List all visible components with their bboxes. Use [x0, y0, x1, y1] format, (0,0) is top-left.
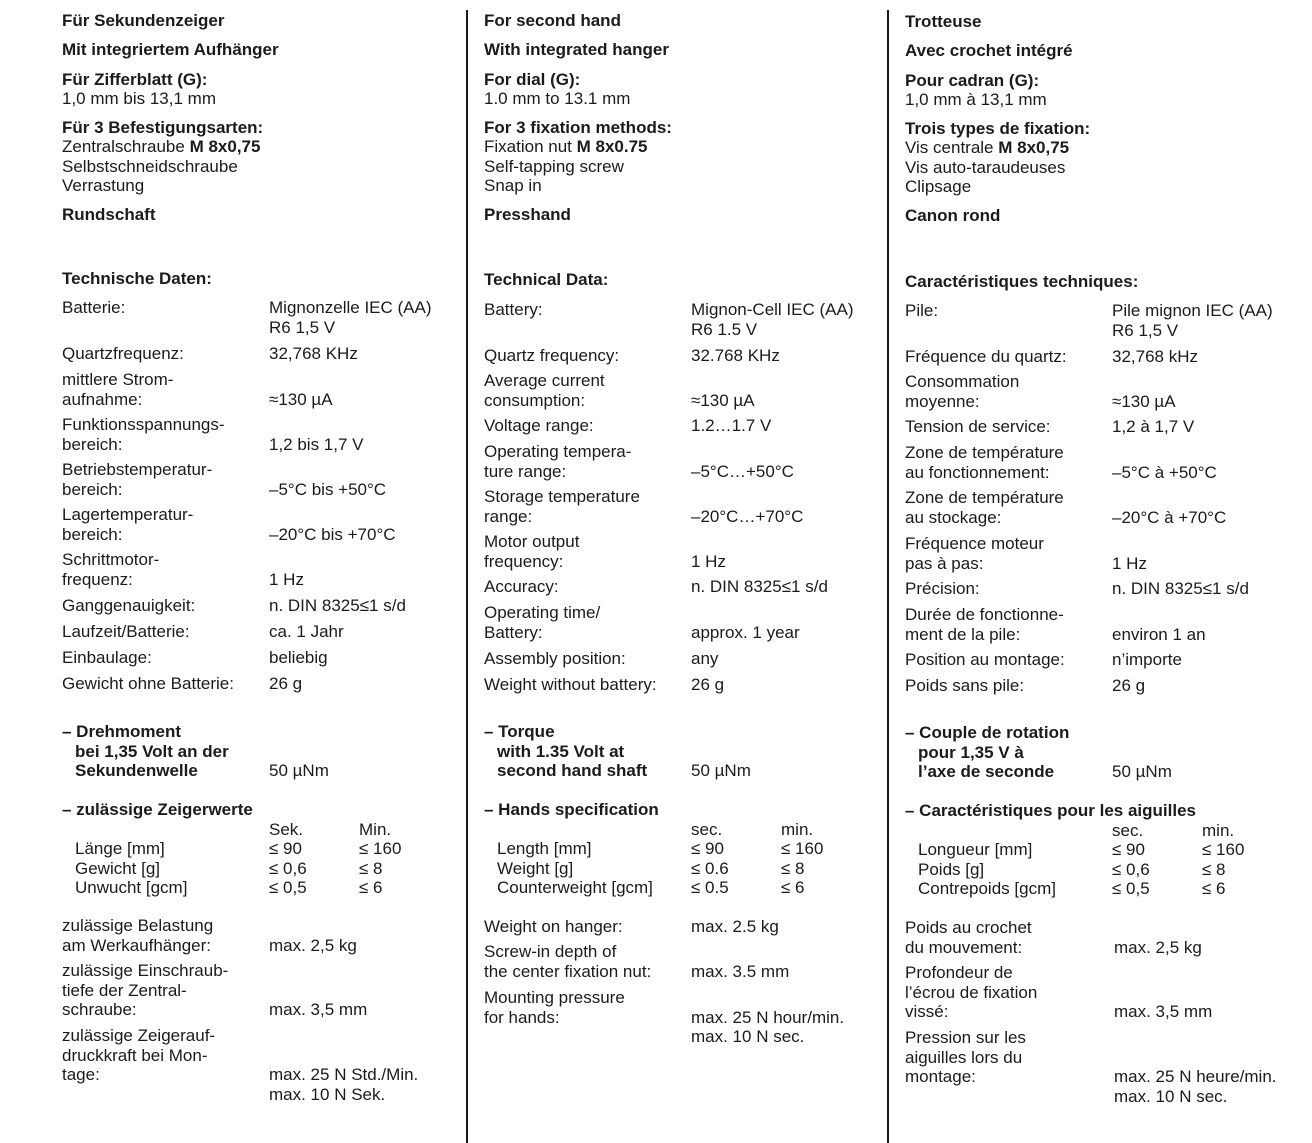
spec-label: Fréquence du quartz:	[905, 347, 1067, 366]
spec-label-cont: frequency:	[484, 551, 564, 571]
hands-spec-minutes: ≤ 8	[781, 858, 805, 878]
spec-label-cont: ture range:	[484, 461, 567, 481]
hands-head-minutes: min.	[781, 819, 814, 839]
spec-value: 32,768 kHz	[1112, 347, 1198, 366]
hands-spec-seconds: ≤ 0,5	[1112, 879, 1150, 898]
spec-label: Laufzeit/Batterie:	[62, 622, 190, 641]
fixation-method-1-text: Zentralschraube	[62, 137, 190, 156]
spec-value: –5°C bis +50°C	[269, 479, 387, 499]
spec-value: –20°C à +70°C	[1112, 507, 1227, 527]
spec-label: mittlere Strom-	[62, 370, 174, 389]
spec-value: –20°C bis +70°C	[269, 524, 396, 544]
hands-spec-seconds: ≤ 0.5	[691, 878, 729, 897]
spec-value: environ 1 an	[1112, 624, 1206, 644]
limit-label-cont: du mouvement:	[905, 937, 1023, 957]
hands-head-seconds: sec.	[691, 819, 723, 839]
spec-value: n’importe	[1112, 650, 1182, 669]
spec-label: Voltage range:	[484, 416, 594, 435]
limit-label-cont: schraube:	[62, 1000, 137, 1019]
shaft-type: Canon rond	[905, 206, 1001, 225]
fixation-method-3: Snap in	[484, 176, 542, 195]
fixation-method-1	[62, 137, 260, 157]
spec-value: 1,2 à 1,7 V	[1112, 417, 1195, 436]
limit-label: Mounting pressure	[484, 988, 625, 1007]
torque-value: 50 µNm	[691, 761, 751, 780]
limit-label: Screw-in depth of	[484, 942, 617, 961]
torque-shaft: second hand shaft	[497, 761, 648, 780]
column-divider-1	[466, 10, 468, 1143]
spec-value: n. DIN 8325≤1 s/d	[1112, 579, 1249, 598]
shaft-type: Presshand	[484, 205, 571, 224]
spec-value-cont: R6 1.5 V	[691, 319, 758, 339]
fixation-label: Für 3 Befestigungsarten:	[62, 118, 264, 137]
hands-head-seconds: Sek.	[269, 819, 304, 839]
spec-value: 1 Hz	[269, 569, 304, 589]
hands-spec-seconds: ≤ 0,6	[1112, 859, 1150, 879]
fixation-method-1-text: Fixation nut	[484, 137, 577, 156]
limit-label-cont: l’écrou de fixation	[905, 982, 1038, 1002]
limit-label-cont: am Werkaufhänger:	[62, 935, 211, 955]
hands-spec-seconds: ≤ 0,5	[269, 878, 307, 897]
technical-data-title: Caractéristiques techniques:	[905, 272, 1139, 291]
hanger-note: Mit integriertem Aufhänger	[62, 40, 279, 59]
spec-label: Consommation	[905, 372, 1020, 391]
spec-value-cont: R6 1,5 V	[1112, 320, 1179, 340]
spec-label-cont: ment de la pile:	[905, 624, 1021, 644]
limit-label-cont: montage:	[905, 1067, 976, 1086]
hanger-note: With integrated hanger	[484, 40, 669, 59]
spec-label-cont: au fonctionnement:	[905, 462, 1050, 482]
spec-label: Gewicht ohne Batterie:	[62, 674, 234, 693]
hands-spec-label: Gewicht [g]	[75, 858, 161, 878]
spec-label: Battery:	[484, 300, 543, 319]
hands-head-minutes: Min.	[359, 819, 392, 839]
dial-value: 1,0 mm à 13,1 mm	[905, 90, 1047, 109]
torque-shaft: Sekundenwelle	[75, 761, 198, 780]
fixation-method-2: Vis auto-taraudeuses	[905, 158, 1066, 177]
limit-label-cont: vissé:	[905, 1002, 949, 1021]
column-de	[62, 0, 457, 1143]
limit-value-cont: max. 10 N Sek.	[269, 1084, 386, 1104]
spec-label-cont: bereich:	[62, 434, 123, 454]
technical-data-title: Technical Data:	[484, 270, 609, 289]
spec-value: 26 g	[1112, 676, 1146, 695]
spec-label: Operating time/	[484, 603, 601, 622]
hands-spec-seconds: ≤ 0,6	[269, 858, 307, 878]
hands-spec-minutes: ≤ 160	[1202, 840, 1245, 859]
dial-label: For dial (G):	[484, 70, 581, 89]
spec-label: Pile:	[905, 301, 939, 320]
spec-label: Zone de température	[905, 443, 1064, 462]
hands-spec-seconds: ≤ 90	[269, 839, 302, 858]
hands-spec-label: Length [mm]	[497, 839, 592, 858]
spec-value-cont: R6 1,5 V	[269, 317, 336, 337]
fixation-method-1-thread: M 8x0,75	[998, 138, 1070, 157]
limit-label-cont: for hands:	[484, 1007, 560, 1027]
spec-label: Quartzfrequenz:	[62, 344, 184, 363]
dial-label: Pour cadran (G):	[905, 71, 1040, 90]
spec-label: Einbaulage:	[62, 648, 152, 667]
torque-value: 50 µNm	[1112, 762, 1172, 781]
spec-label: Weight without battery:	[484, 675, 657, 694]
column-fr	[905, 0, 1305, 1143]
spec-label: Fréquence moteur	[905, 534, 1044, 553]
spec-label: Ganggenauigkeit:	[62, 596, 196, 615]
spec-label-cont: au stockage:	[905, 507, 1002, 527]
hands-spec-minutes: ≤ 6	[359, 878, 383, 897]
hands-spec-title: – Caractéristiques pour les aiguilles	[905, 801, 1197, 820]
spec-label: Accuracy:	[484, 577, 559, 596]
spec-label: Zone de température	[905, 488, 1064, 507]
spec-label: Storage temperature	[484, 487, 640, 506]
torque-title: – Torque	[484, 722, 555, 741]
fixation-method-3: Clipsage	[905, 177, 972, 196]
spec-label: Durée de fonctionne-	[905, 605, 1064, 624]
limit-value-cont: max. 10 N sec.	[1114, 1086, 1228, 1106]
limit-label: Poids au crochet	[905, 918, 1032, 937]
spec-label: Betriebstemperatur-	[62, 460, 213, 479]
spec-value: n. DIN 8325≤1 s/d	[269, 596, 406, 615]
spec-value: ≈130 µA	[1112, 391, 1176, 411]
spec-value: 32.768 KHz	[691, 346, 780, 365]
limit-label: Weight on hanger:	[484, 917, 623, 936]
spec-value: Mignon-Cell IEC (AA)	[691, 300, 854, 319]
spec-label: Motor output	[484, 532, 580, 551]
fixation-method-1-thread: M 8x0.75	[576, 137, 648, 156]
torque-shaft: l’axe de seconde	[918, 762, 1055, 781]
spec-label: Batterie:	[62, 298, 126, 317]
fixation-method-1	[905, 138, 1069, 158]
dial-value: 1.0 mm to 13.1 mm	[484, 89, 631, 108]
hands-spec-title: – zulässige Zeigerwerte	[62, 800, 253, 819]
limit-value: max. 3,5 mm	[1114, 1002, 1213, 1021]
spec-value: –20°C…+70°C	[691, 506, 804, 526]
hands-spec-label: Poids [g]	[918, 859, 985, 879]
spec-label: Assembly position:	[484, 649, 626, 668]
product-title: Für Sekundenzeiger	[62, 11, 225, 30]
spec-label-cont: aufnahme:	[62, 389, 143, 409]
hands-spec-minutes: ≤ 6	[1202, 879, 1226, 898]
spec-value: n. DIN 8325≤1 s/d	[691, 577, 828, 596]
fixation-method-3: Verrastung	[62, 176, 145, 195]
spec-value: ≈130 µA	[691, 390, 755, 410]
limit-label: zulässige Zeigerauf-	[62, 1026, 216, 1045]
spec-label-cont: consumption:	[484, 390, 586, 410]
limit-value: max. 3.5 mm	[691, 961, 790, 981]
spec-label: Quartz frequency:	[484, 346, 620, 365]
spec-label-cont: frequenz:	[62, 569, 133, 589]
hands-head-seconds: sec.	[1112, 820, 1144, 840]
spec-value: any	[691, 649, 719, 668]
limit-label: zulässige Einschraub-	[62, 961, 229, 980]
technical-data-title: Technische Daten:	[62, 269, 212, 288]
limit-label-cont: the center fixation nut:	[484, 961, 652, 981]
shaft-type: Rundschaft	[62, 205, 156, 224]
spec-value: 1.2…1.7 V	[691, 416, 772, 435]
hands-spec-label: Contrepoids [gcm]	[918, 879, 1056, 898]
spec-value: –5°C…+50°C	[691, 461, 794, 481]
spec-label: Précision:	[905, 579, 980, 598]
fixation-label: For 3 fixation methods:	[484, 118, 672, 137]
hands-spec-seconds: ≤ 90	[691, 839, 724, 858]
spec-label-cont: pas à pas:	[905, 553, 984, 573]
hands-spec-title: – Hands specification	[484, 800, 659, 819]
spec-label-cont: moyenne:	[905, 391, 980, 411]
spec-value: ≈130 µA	[269, 389, 333, 409]
spec-label-cont: range:	[484, 506, 533, 526]
limit-label: Profondeur de	[905, 963, 1013, 982]
spec-label: Poids sans pile:	[905, 676, 1025, 695]
limit-value: max. 2,5 kg	[1114, 937, 1202, 957]
spec-value: Pile mignon IEC (AA)	[1112, 301, 1273, 320]
spec-value: approx. 1 year	[691, 622, 800, 642]
spec-value: 1 Hz	[1112, 553, 1147, 573]
fixation-method-2: Self-tapping screw	[484, 157, 624, 176]
hands-spec-minutes: ≤ 6	[781, 878, 805, 897]
torque-condition: with 1.35 Volt at	[497, 741, 625, 761]
hands-spec-label: Counterweight [gcm]	[497, 878, 653, 897]
fixation-method-1-thread: M 8x0,75	[189, 137, 261, 156]
hands-spec-label: Länge [mm]	[75, 839, 165, 858]
spec-label-cont: Battery:	[484, 622, 543, 642]
limit-value-cont: max. 10 N sec.	[691, 1027, 805, 1046]
fixation-method-1	[484, 137, 648, 157]
limit-label-cont: tage:	[62, 1065, 100, 1084]
fixation-label: Trois types de fixation:	[905, 119, 1091, 138]
limit-label: zulässige Belastung	[62, 916, 214, 935]
hands-spec-minutes: ≤ 160	[781, 839, 824, 858]
spec-value: beliebig	[269, 648, 328, 667]
hands-spec-label: Weight [g]	[497, 858, 574, 878]
limit-label-cont: aiguilles lors du	[905, 1047, 1023, 1067]
hands-head-minutes: min.	[1202, 820, 1235, 840]
limit-label-cont: druckkraft bei Mon-	[62, 1045, 208, 1065]
hands-spec-minutes: ≤ 160	[359, 839, 402, 858]
product-title: Trotteuse	[905, 12, 982, 31]
torque-condition: pour 1,35 V à	[918, 742, 1024, 762]
limit-value: max. 25 N hour/min.	[691, 1007, 845, 1027]
column-en	[484, 0, 879, 1143]
fixation-method-1-text: Vis centrale	[905, 138, 999, 157]
dial-label: Für Zifferblatt (G):	[62, 70, 208, 89]
limit-value: max. 2.5 kg	[691, 917, 779, 936]
product-title: For second hand	[484, 11, 621, 30]
dial-value: 1,0 mm bis 13,1 mm	[62, 89, 216, 108]
spec-value: 1 Hz	[691, 551, 726, 571]
spec-value: 26 g	[269, 674, 303, 693]
spec-value: 26 g	[691, 675, 725, 694]
limit-label: Pression sur les	[905, 1028, 1026, 1047]
spec-value: ca. 1 Jahr	[269, 622, 344, 641]
limit-label-cont: tiefe der Zentral-	[62, 980, 187, 1000]
limit-value: max. 3,5 mm	[269, 1000, 368, 1019]
spec-value: Mignonzelle IEC (AA)	[269, 298, 432, 317]
torque-condition: bei 1,35 Volt an der	[75, 741, 229, 761]
spec-value: 1,2 bis 1,7 V	[269, 434, 364, 454]
spec-label: Schrittmotor-	[62, 550, 160, 569]
hands-spec-minutes: ≤ 8	[359, 858, 383, 878]
spec-label: Average current	[484, 371, 605, 390]
fixation-method-2: Selbstschneidschraube	[62, 157, 238, 176]
limit-value: max. 25 N heure/min.	[1114, 1067, 1277, 1086]
limit-value: max. 2,5 kg	[269, 935, 357, 955]
spec-label-cont: bereich:	[62, 524, 123, 544]
spec-label: Operating tempera-	[484, 442, 632, 461]
torque-title: – Drehmoment	[62, 722, 182, 741]
torque-title: – Couple de rotation	[905, 723, 1070, 742]
hands-spec-label: Longueur [mm]	[918, 840, 1033, 859]
spec-label: Funktionsspannungs-	[62, 415, 225, 434]
torque-value: 50 µNm	[269, 761, 329, 780]
limit-value: max. 25 N Std./Min.	[269, 1065, 419, 1084]
hands-spec-minutes: ≤ 8	[1202, 859, 1226, 879]
spec-value: 32,768 KHz	[269, 344, 358, 363]
spec-label: Tension de service:	[905, 417, 1051, 436]
hands-spec-label: Unwucht [gcm]	[75, 878, 188, 897]
hands-spec-seconds: ≤ 0.6	[691, 858, 729, 878]
hanger-note: Avec crochet intégré	[905, 41, 1073, 60]
column-divider-2	[887, 10, 889, 1143]
hands-spec-seconds: ≤ 90	[1112, 840, 1145, 859]
spec-value: –5°C à +50°C	[1112, 462, 1217, 482]
spec-label-cont: bereich:	[62, 479, 123, 499]
spec-label: Lagertemperatur-	[62, 505, 194, 524]
spec-label: Position au montage:	[905, 650, 1065, 669]
